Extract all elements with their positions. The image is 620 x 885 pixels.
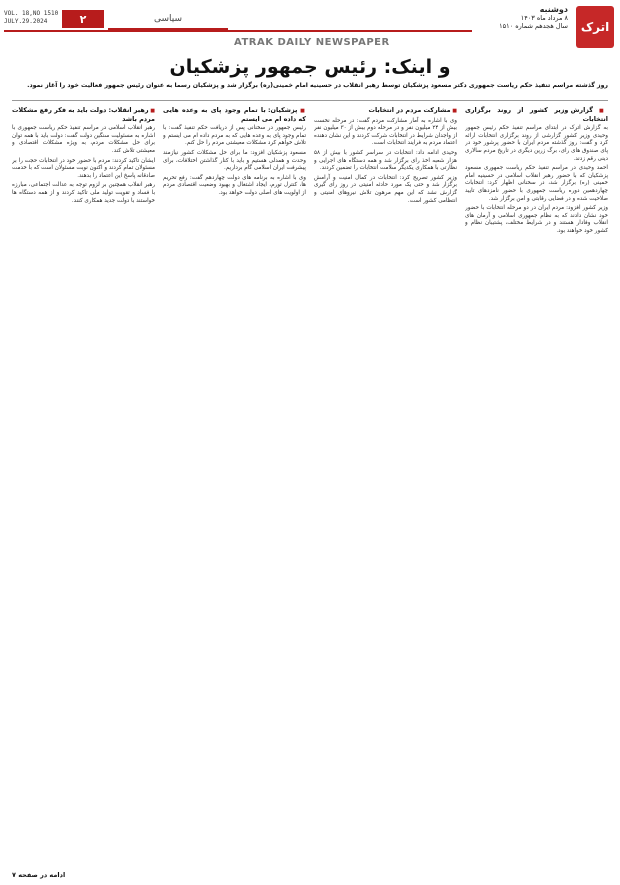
paragraph: رهبر انقلاب اسلامی در مراسم تنفیذ حکم ریاست جمهوری با اشاره به مسئولیت سنگین دولت گفت: دولت باید با همه توان برای حل مشکلات مردم، به ویژه مشکلات اقتصادی و معیشتی تلاش کند. bbox=[12, 125, 155, 154]
date-line: ۸ مرداد ماه ۱۴۰۳ bbox=[520, 14, 568, 22]
column-subhead: ■ پزشکیان: با تمام وجود پای به وعده هایی که داده ام می ایستم bbox=[163, 107, 306, 123]
column-subhead: ■ گزارش وزیر کشور از روند برگزاری انتخابات bbox=[465, 107, 608, 123]
paragraph: رئیس جمهور در سخنانی پس از دریافت حکم تنفیذ گفت: با تمام وجود پای به وعده هایی که به مردم داده ام می ایستم و تلاش خواهم کرد مشکلات معیشتی مردم را حل کنم. bbox=[163, 125, 306, 147]
article-column bbox=[12, 104, 155, 874]
article-column bbox=[163, 104, 306, 874]
article-column bbox=[465, 104, 608, 874]
paragraph: وزیر کشور تصریح کرد: انتخابات در کمال امنیت و آرامش برگزار شد و حتی یک مورد حادثه امنیتی در روز رای گیری گزارش نشد که این مهم مرهون تلاش نیروهای امنیتی و انتظامی کشور است. bbox=[314, 174, 457, 204]
article-lead: روز گذشته مراسم تنفیذ حکم ریاست جمهوری دکتر مسعود پزشکیان توسط رهبر انقلاب در حسینیه امام خمینی(ره) برگزار شد و پزشکیان رسما به عنوان رئیس جمهور فعالیت خود را آغاز نمود. bbox=[27, 82, 608, 89]
section-label: سیاسی bbox=[108, 10, 228, 30]
persian-date bbox=[408, 6, 568, 30]
article-columns bbox=[12, 104, 608, 874]
column-subhead: ■ مشارکت مردم در انتخابات bbox=[314, 107, 457, 116]
volume-number: VOL. 18,NO 1510 bbox=[4, 10, 59, 17]
paragraph: به گزارش اترک در ابتدای مراسم تنفیذ حکم رئیس جمهور وحیدی وزیر کشور گزارشی از روند برگزاری انتخابات ارائه کرد و گفت: روز گذشته مردم ایران با حضور پرشور خود در پای صندوق های رای، برگ زرین دیگری در تاریخ مردم سالاری دینی رقم زدند. bbox=[465, 125, 608, 162]
column-subhead: ■ رهبر انقلاب: دولت باید به فکر رفع مشکلات مردم باشد bbox=[12, 107, 155, 123]
issue-line: سال هجدهم شماره ۱۵۱۰ bbox=[499, 22, 568, 30]
paragraph: وی با اشاره به برنامه های دولت چهاردهم گفت: رفع تحریم ها، کنترل تورم، ایجاد اشتغال و بهبود وضعیت اقتصادی مردم از اولویت های اصلی دولت خواهد بود. bbox=[163, 174, 306, 196]
date-day: دوشنبه bbox=[539, 5, 568, 14]
paragraph: ایشان تاکید کردند: مردم با حضور خود در انتخابات حجت را بر مسئولان تمام کردند و اکنون نوبت مسئولان است که با خدمت صادقانه پاسخ این اعتماد را بدهند. bbox=[12, 157, 155, 179]
english-date: JULY.29.2024 bbox=[4, 18, 48, 25]
paragraph: رهبر انقلاب همچنین بر لزوم توجه به عدالت اجتماعی، مبارزه با فساد و تقویت تولید ملی تاکید کردند و از همه دستگاه ها خواستند با دولت جدید همکاری کنند. bbox=[12, 182, 155, 204]
masthead bbox=[0, 0, 620, 52]
article-headline: و اینک: رئیس جمهور پزشکیان bbox=[169, 56, 451, 78]
continue-note: ادامه در صفحه ۷ bbox=[12, 871, 66, 879]
masthead-divider bbox=[4, 30, 472, 32]
english-newspaper-name: ATRAK DAILY NEWSPAPER bbox=[234, 37, 390, 48]
paragraph: احمد وحیدی در مراسم تنفیذ حکم ریاست جمهوری مسعود پزشکیان که با حضور رهبر انقلاب اسلامی در حسینیه امام خمینی (ره) برگزار شد، در سخنانی اظهار کرد: انتخابات چهاردهمین دوره ریاست جمهوری با حضور نامزدهای تایید صلاحیت شده و در فضایی رقابتی و امن برگزار شد. bbox=[465, 165, 608, 202]
paragraph: مسعود پزشکیان افزود: ما برای حل مشکلات کشور نیازمند وحدت و همدلی هستیم و باید با کنار گذاشتن اختلافات، برای پیشرفت ایران اسلامی گام برداریم. bbox=[163, 149, 306, 172]
page-number: ۲ bbox=[62, 10, 104, 28]
paragraph: وی با اشاره به آمار مشارکت مردم گفت: در مرحله نخست بیش از ۲۴ میلیون نفر و در مرحله دوم بیش از ۳۰ میلیون نفر از واجدان شرایط در انتخابات شرکت کردند و این نشان دهنده اعتماد مردم به فرایند انتخابات است. bbox=[314, 117, 457, 147]
paragraph: وحیدی ادامه داد: انتخابات در سراسر کشور با بیش از ۵۸ هزار شعبه اخذ رای برگزار شد و همه دستگاه های اجرایی و نظارتی با همکاری یکدیگر سلامت انتخابات را تضمین کردند. bbox=[314, 149, 457, 172]
newspaper-logo: اترک bbox=[576, 6, 614, 48]
headline-rule bbox=[12, 100, 608, 101]
paragraph: وزیر کشور افزود: مردم ایران در دو مرحله انتخابات با حضور خود نشان دادند که به نظام جمهوری اسلامی و آرمان های انقلاب وفادار هستند و در شرایط مختلف، پشتیبان نظام و کشور خود خواهند بود. bbox=[465, 205, 608, 234]
article-column bbox=[314, 104, 457, 874]
